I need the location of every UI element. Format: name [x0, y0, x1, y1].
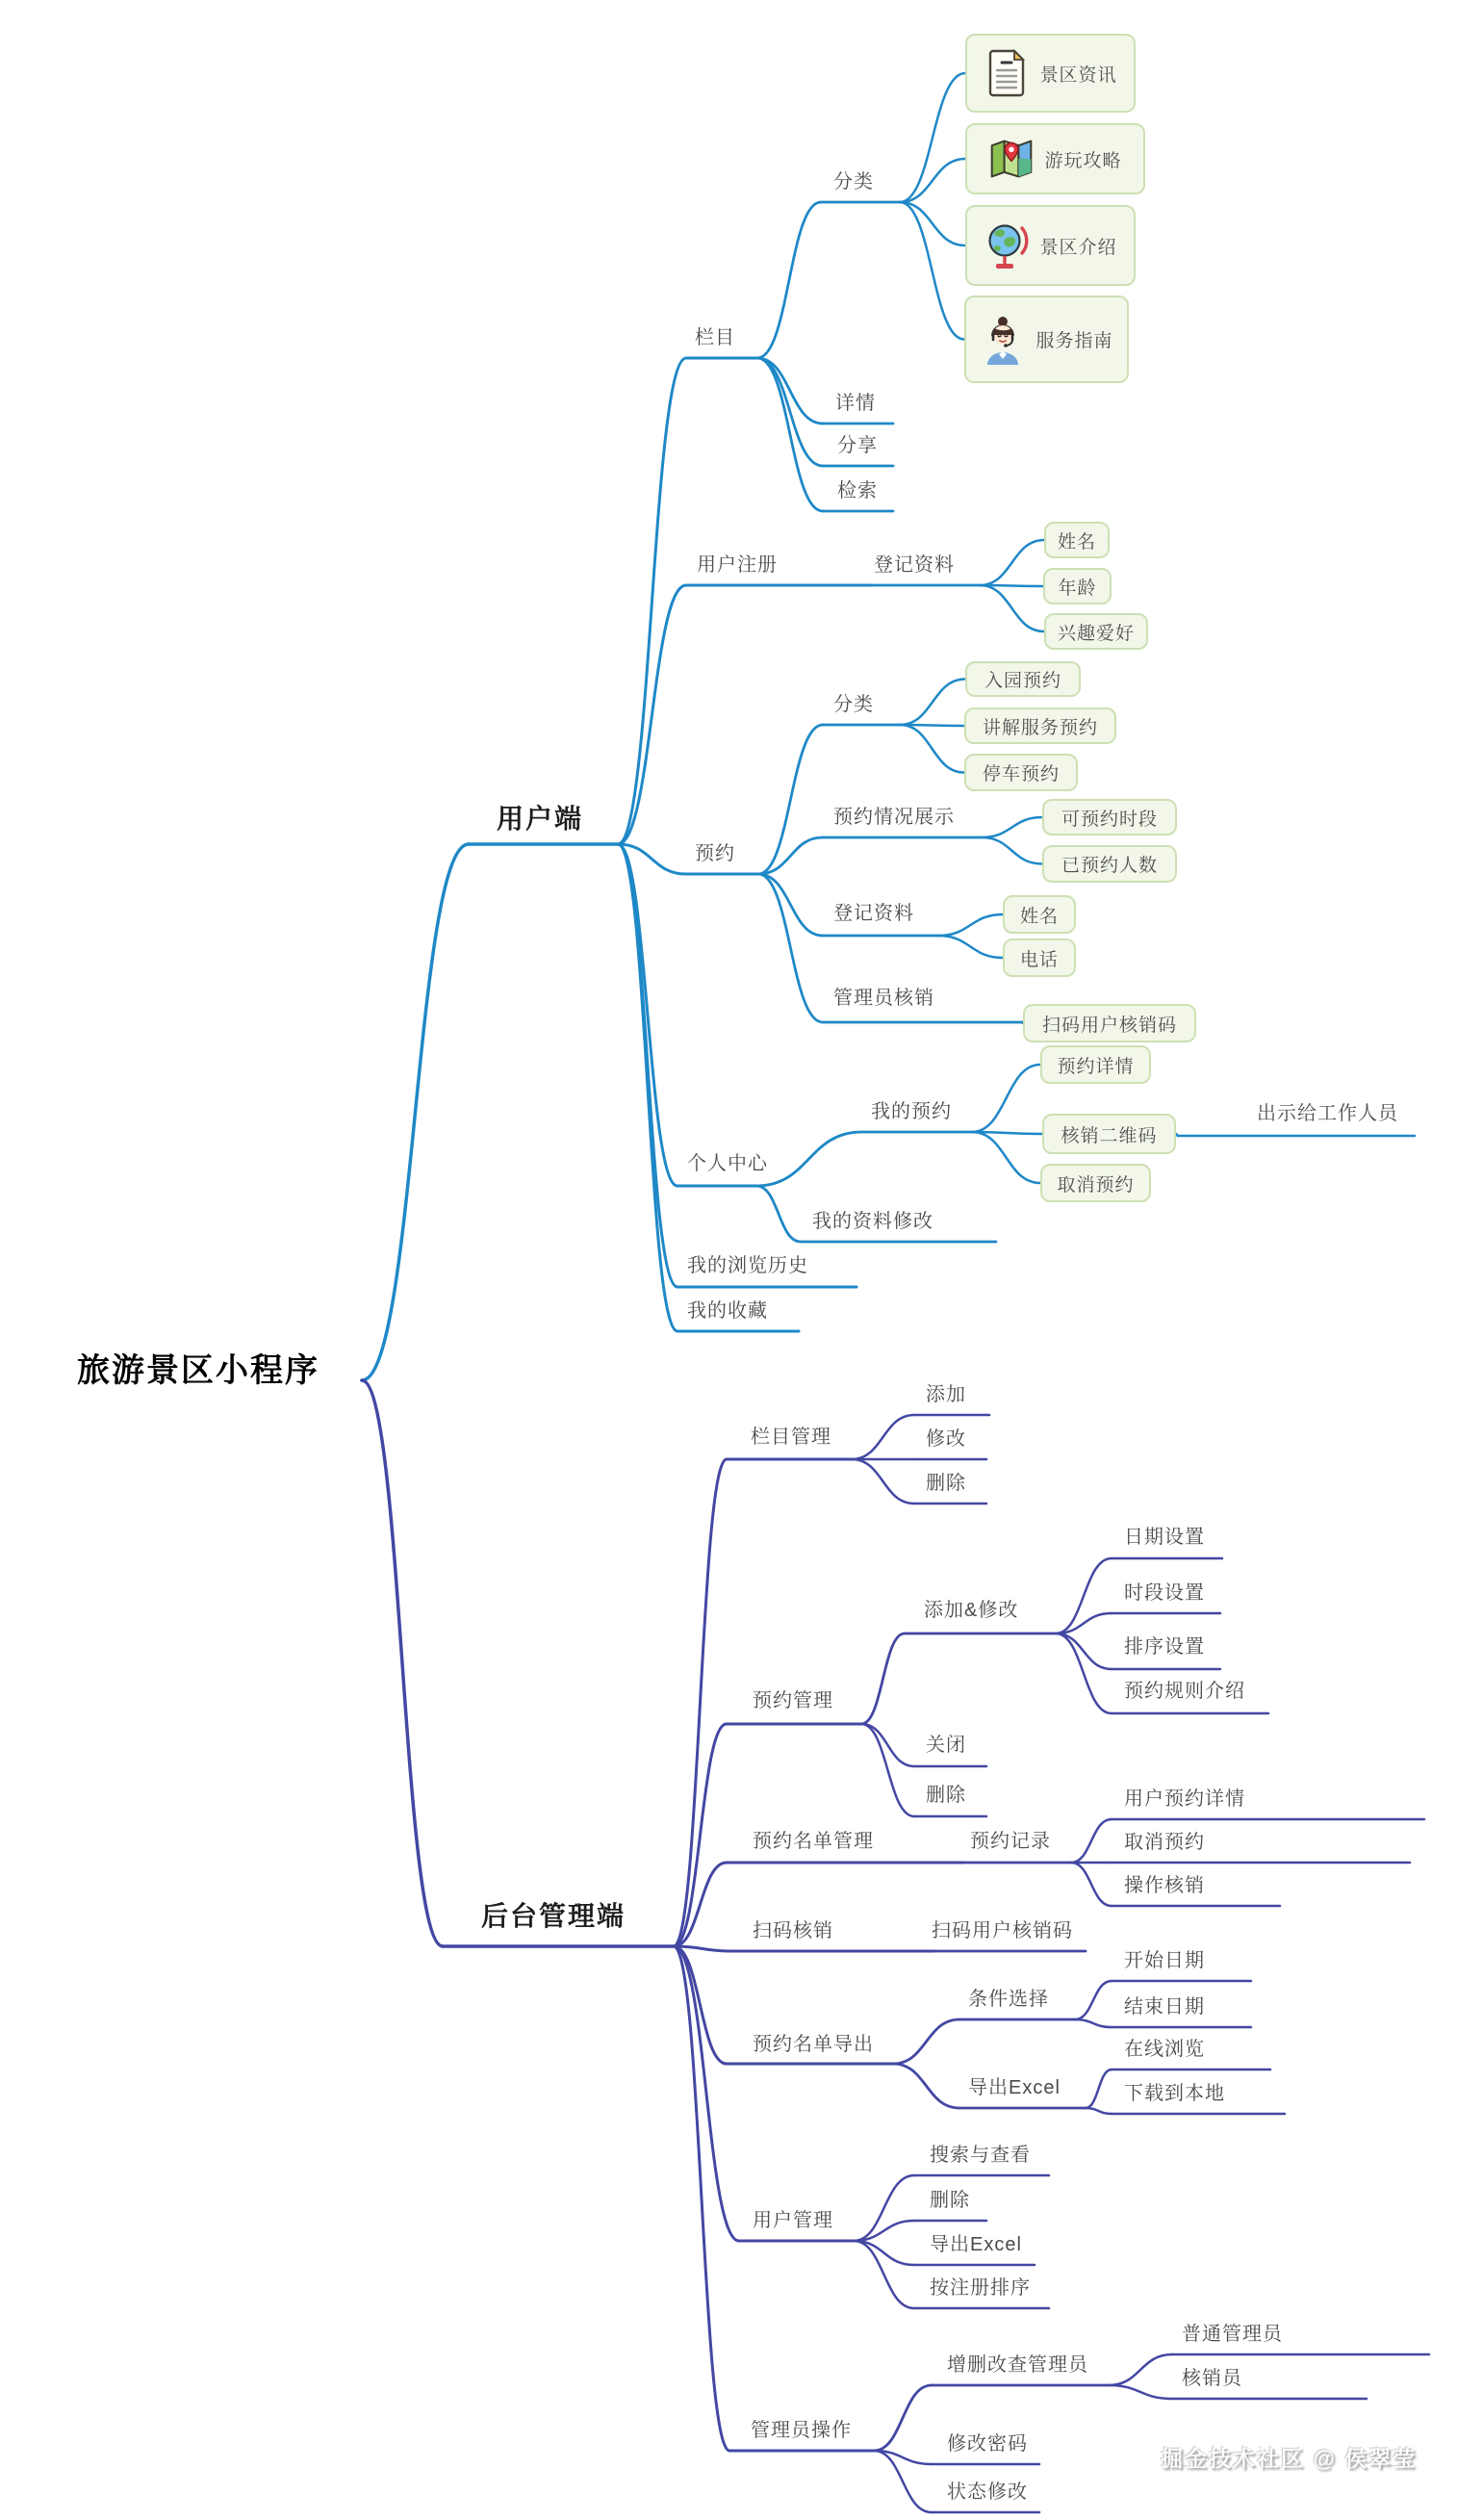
node-condition-select[interactable]: 条件选择: [968, 1989, 1049, 2010]
node-park-booking[interactable]: [965, 661, 1081, 697]
node-booking-info[interactable]: 登记资料: [833, 903, 914, 924]
node-sort-setting[interactable]: 排序设置: [1124, 1636, 1205, 1658]
node-cancel-booking-u[interactable]: [1040, 1164, 1151, 1202]
node-booking-category[interactable]: 分类: [833, 694, 874, 715]
node-verify-qrcode[interactable]: [1042, 1114, 1176, 1154]
node-slot-setting[interactable]: 时段设置: [1124, 1582, 1205, 1604]
node-scan-user-code[interactable]: 扫码用户核销码: [932, 1920, 1073, 1941]
node-label: 景区介绍: [1039, 237, 1117, 258]
node-col-add[interactable]: 添加: [926, 1384, 966, 1405]
node-user-booking-detail[interactable]: 用户预约详情: [1124, 1788, 1245, 1810]
node-export-excel-2[interactable]: 导出Excel: [930, 2234, 1022, 2255]
node-label: 可预约时段: [1061, 809, 1158, 830]
watermark: 掘金技术社区 @ 侯翠莹: [1161, 2446, 1418, 2471]
node-sort-by-register[interactable]: 按注册排序: [930, 2277, 1031, 2299]
node-cancel-booking-a[interactable]: 取消预约: [1124, 1832, 1205, 1853]
node-label: 年龄: [1058, 578, 1097, 599]
node-change-password[interactable]: 修改密码: [947, 2433, 1028, 2455]
node-scenic-intro[interactable]: [965, 205, 1136, 286]
node-scenic-news[interactable]: [965, 34, 1136, 113]
node-bk-name[interactable]: [1003, 895, 1076, 934]
globe-icon: [984, 220, 1030, 270]
node-label: 已预约人数: [1061, 856, 1158, 876]
node-col-edit[interactable]: 修改: [926, 1428, 966, 1450]
node-user-register[interactable]: 用户注册: [697, 554, 778, 576]
node-guide-booking[interactable]: [964, 707, 1116, 744]
node-bm-close[interactable]: 关闭: [926, 1735, 966, 1756]
node-user-mgmt[interactable]: 用户管理: [753, 2210, 833, 2231]
node-play-guide[interactable]: [965, 123, 1145, 194]
node-admin-side[interactable]: 后台管理端: [481, 1901, 626, 1931]
node-label: 扫码用户核销码: [1041, 1015, 1177, 1036]
node-date-setting[interactable]: 日期设置: [1124, 1527, 1205, 1548]
node-scan-user-code-box[interactable]: [1023, 1004, 1196, 1042]
node-bk-phone[interactable]: [1003, 939, 1076, 977]
node-label: 入园预约: [984, 671, 1061, 691]
node-label: 姓名: [1057, 531, 1096, 553]
node-online-view[interactable]: 在线浏览: [1124, 2039, 1205, 2060]
node-show-to-staff[interactable]: 出示给工作人员: [1257, 1103, 1398, 1124]
node-label: 姓名: [1019, 906, 1059, 927]
node-label: 游玩攻略: [1044, 150, 1122, 171]
node-label: 预约详情: [1057, 1056, 1135, 1077]
node-verify-clerk[interactable]: 核销员: [1182, 2368, 1242, 2389]
node-label: 讲解服务预约: [982, 717, 1098, 738]
node-label: 服务指南: [1035, 331, 1113, 351]
node-user-side[interactable]: 用户端: [497, 804, 584, 834]
node-scan-verify[interactable]: 扫码核销: [753, 1920, 833, 1941]
node-col-delete[interactable]: 删除: [926, 1473, 966, 1494]
node-label: 停车预约: [982, 764, 1060, 784]
node-normal-admin[interactable]: 普通管理员: [1182, 2324, 1283, 2345]
doc-icon: [984, 48, 1030, 98]
node-bm-delete[interactable]: 删除: [926, 1785, 966, 1806]
node-crud-admin[interactable]: 增删改查管理员: [947, 2354, 1088, 2376]
node-label: 核销二维码: [1061, 1125, 1158, 1146]
node-booking[interactable]: 预约: [695, 843, 735, 864]
node-label: 兴趣爱好: [1057, 623, 1135, 644]
node-my-favorites[interactable]: 我的收藏: [687, 1300, 768, 1322]
node-reg-hobby[interactable]: [1044, 613, 1148, 650]
node-label: 景区资讯: [1039, 64, 1117, 86]
node-personal-center[interactable]: 个人中心: [687, 1153, 768, 1174]
node-column[interactable]: 栏目: [695, 327, 735, 348]
node-bookable-slot[interactable]: [1042, 799, 1177, 836]
node-search-view[interactable]: 搜索与查看: [930, 2145, 1031, 2166]
node-retrieve[interactable]: 检索: [837, 480, 878, 501]
node-booked-count[interactable]: [1042, 845, 1177, 883]
service-icon: [980, 315, 1026, 365]
node-admin-ops[interactable]: 管理员操作: [751, 2420, 852, 2441]
node-rule-intro[interactable]: 预约规则介绍: [1124, 1681, 1245, 1702]
node-status-edit[interactable]: 状态修改: [947, 2481, 1028, 2503]
node-booking-status[interactable]: 预约情况展示: [833, 807, 955, 828]
node-export-excel-1[interactable]: 导出Excel: [968, 2077, 1061, 2098]
node-reg-name[interactable]: [1044, 522, 1110, 558]
node-booking-detail[interactable]: [1040, 1045, 1151, 1084]
node-my-history[interactable]: 我的浏览历史: [687, 1255, 808, 1276]
node-detail[interactable]: 详情: [835, 393, 876, 414]
node-end-date[interactable]: 结束日期: [1124, 1996, 1205, 2018]
map-icon: [988, 134, 1035, 184]
node-bm-add-edit[interactable]: 添加&修改: [924, 1600, 1019, 1621]
node-column-mgmt[interactable]: 栏目管理: [751, 1427, 831, 1448]
node-my-booking[interactable]: 我的预约: [871, 1101, 952, 1122]
node-booking-list-mgmt[interactable]: 预约名单管理: [753, 1831, 874, 1852]
node-um-delete[interactable]: 删除: [930, 2190, 970, 2211]
node-reg-age[interactable]: [1043, 568, 1112, 604]
node-register-info[interactable]: 登记资料: [874, 554, 955, 576]
node-label: 取消预约: [1057, 1174, 1135, 1196]
node-service-guide[interactable]: [964, 296, 1129, 383]
node-admin-verify[interactable]: 管理员核销: [833, 988, 934, 1009]
node-label: 电话: [1019, 949, 1059, 970]
node-booking-record[interactable]: 预约记录: [970, 1831, 1051, 1852]
node-parking-booking[interactable]: [964, 754, 1078, 791]
node-my-profile-edit[interactable]: 我的资料修改: [812, 1211, 933, 1232]
node-column-category[interactable]: 分类: [833, 171, 874, 193]
node-root[interactable]: 旅游景区小程序: [77, 1352, 320, 1389]
node-operate-verify[interactable]: 操作核销: [1124, 1875, 1205, 1896]
node-share[interactable]: 分享: [837, 435, 878, 456]
node-download-local[interactable]: 下载到本地: [1124, 2083, 1225, 2104]
node-booking-export[interactable]: 预约名单导出: [753, 2034, 874, 2055]
node-start-date[interactable]: 开始日期: [1124, 1950, 1205, 1971]
node-booking-mgmt[interactable]: 预约管理: [753, 1690, 833, 1711]
